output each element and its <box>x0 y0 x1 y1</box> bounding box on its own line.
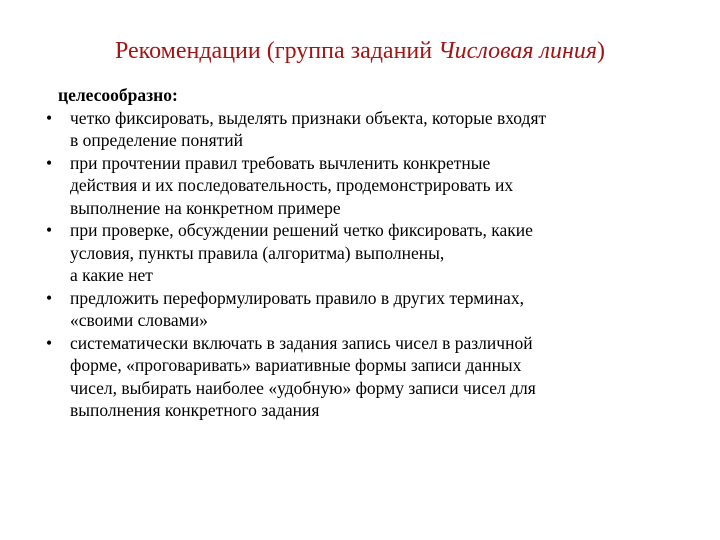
item-line: действия и их последовательность, продемонстрировать их <box>70 175 514 195</box>
item-line: выполнение на конкретном примере <box>70 197 341 218</box>
item-line: а какие нет <box>70 265 153 285</box>
item-line: четко фиксировать, выделять признаки объекта, которые входят <box>70 107 547 128</box>
item-line: в определение понятий <box>70 130 243 150</box>
item-line: чисел, выбирать наиболее «удобную» форму записи чисел для <box>70 377 536 398</box>
bullet-icon: • <box>46 332 53 353</box>
item-line: при прочтении правил требовать вычленить конкретные <box>70 152 491 173</box>
title-closing-paren: ) <box>597 38 606 64</box>
slide-body <box>46 84 706 422</box>
title-text: Рекомендации (группа заданий <box>114 38 439 64</box>
slide-title <box>0 36 720 66</box>
bullet-icon: • <box>46 152 53 173</box>
item-line: форме, «проговаривать» вариативные формы записи данных <box>70 355 522 375</box>
lead-text: целесообразно: <box>58 85 178 105</box>
item-line: при проверке, обсуждении решений четко фиксировать, какие <box>70 220 533 240</box>
list-item <box>46 287 706 332</box>
recommendation-list <box>46 107 706 422</box>
list-item <box>46 219 706 287</box>
list-item <box>46 107 706 152</box>
bullet-icon: • <box>46 107 53 128</box>
item-line: предложить переформулировать правило в других терминах, <box>70 287 524 308</box>
item-line: выполнения конкретного задания <box>70 400 320 420</box>
list-item <box>46 332 706 422</box>
list-item <box>46 152 706 220</box>
bullet-icon: • <box>46 220 53 240</box>
item-line: «своими словами» <box>70 310 208 330</box>
title-italic-text: Числовая линия <box>438 38 598 64</box>
bullet-icon: • <box>46 287 53 308</box>
item-line: систематически включать в задания запись чисел в различной <box>70 332 533 353</box>
item-line: условия, пункты правила (алгоритма) выполнены, <box>70 242 445 263</box>
